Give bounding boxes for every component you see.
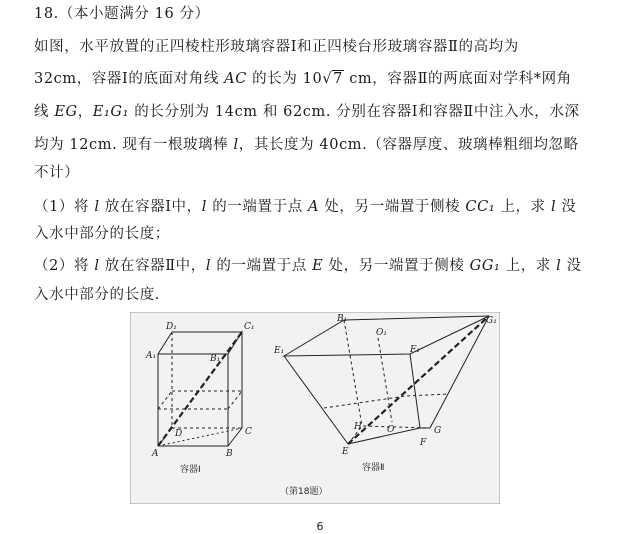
problem-text-line-2: 32cm，容器Ⅰ的底面对角线 AC 的长为 10√7 cm，容器Ⅱ的两底面对学科*网角 — [34, 71, 572, 87]
figure-svg — [130, 312, 500, 504]
problem-text-line-1: 如图，水平放置的正四棱柱形玻璃容器Ⅰ和正四棱台形玻璃容器Ⅱ的高均为 — [34, 39, 519, 55]
page-number: 6 — [316, 520, 324, 533]
problem-header: 18.（本小题满分 16 分） — [34, 6, 210, 22]
question-2: （2）将 l 放在容器Ⅱ中，l 的一端置于点 E 处，另一端置于侧棱 GG₁ 上，求 l 没 — [34, 258, 582, 274]
problem-text-line-3: 线 EG，E₁G₁ 的长分别为 14cm 和 62cm. 分别在容器Ⅰ和容器Ⅱ中注入水，水深 — [34, 104, 580, 120]
caption-container-1: 容器Ⅰ — [180, 465, 201, 475]
label-D: D — [175, 429, 183, 439]
label-B: B — [226, 449, 233, 459]
problem-text-line-5: 不计） — [34, 165, 80, 181]
label-E1: E₁ — [274, 346, 285, 356]
label-O1: O₁ — [376, 328, 387, 338]
label-O: O — [387, 425, 395, 435]
sqrt-radicand: 7 — [333, 71, 343, 87]
label-F: F — [420, 438, 427, 448]
question-1: （1）将 l 放在容器Ⅰ中，l 的一端置于点 A 处，另一端置于侧棱 CC₁ 上，求 l 没 — [34, 199, 577, 215]
label-F1: F₁ — [410, 345, 420, 355]
label-B1-frustum: B₁ — [337, 314, 348, 324]
label-B1: B₁ — [210, 354, 221, 364]
caption-container-2: 容器Ⅱ — [362, 463, 385, 473]
problem-text-line-4: 均为 12cm. 现有一根玻璃棒 l，其长度为 40cm.（容器厚度、玻璃棒粗细均忽略 — [34, 137, 579, 153]
label-A: A — [152, 449, 159, 459]
label-A1: A₁ — [146, 351, 157, 361]
label-G: G — [434, 426, 442, 436]
question-1-line-2: 入水中部分的长度； — [34, 226, 170, 242]
label-E: E — [342, 447, 349, 457]
figure-caption: （第18题） — [280, 487, 328, 497]
label-C: C — [245, 427, 252, 437]
question-2-line-2: 入水中部分的长度. — [34, 287, 161, 303]
label-G1: G₁ — [486, 316, 497, 326]
label-D1: D₁ — [166, 322, 177, 332]
label-C1: C₁ — [244, 322, 255, 332]
label-H: H — [354, 422, 362, 432]
figure-18 — [130, 312, 500, 504]
